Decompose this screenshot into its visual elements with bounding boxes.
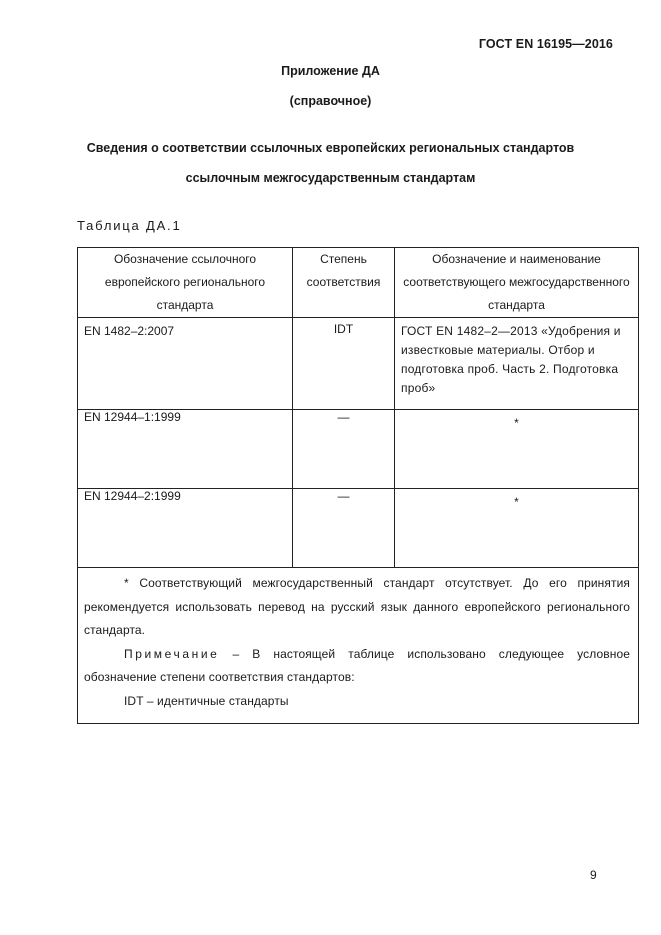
document-code: ГОСТ EN 16195—2016: [478, 37, 613, 51]
table-row: [78, 318, 639, 410]
table-row: [78, 410, 639, 489]
footnote: * Соответствующий межгосударственный стандарт отсутствует. До его принятия рекомендуется использовать перевод на русский язык данного европейского регионального стандарта.: [84, 576, 630, 637]
column-header-interstate-standard: Обозначение и наименование соответствующего межгосударственного стандарта: [395, 248, 639, 318]
cell-interstate-name: *: [395, 489, 639, 568]
correspondence-table: [77, 247, 639, 724]
cell-european-code: EN 12944–1:1999: [78, 410, 293, 489]
table-notes-row: [78, 568, 639, 724]
annex-title: Приложение ДА: [281, 64, 380, 78]
cell-interstate-name: *: [395, 410, 639, 489]
cell-european-code: EN 12944–2:1999: [78, 489, 293, 568]
annex-heading-line-1: Сведения о соответствии ссылочных европейских региональных стандартов: [86, 141, 575, 155]
cell-degree: —: [293, 410, 395, 489]
cell-interstate-name: ГОСТ EN 1482–2—2013 «Удобрения и известковые материалы. Отбор и подготовка проб. Часть 2. Подготовка проб»: [395, 318, 639, 410]
annex-subtitle: (справочное): [289, 94, 372, 108]
annex-heading-line-2: ссылочным межгосударственным стандартам: [185, 171, 476, 185]
note-item: IDT – идентичные стандарты: [124, 693, 289, 708]
cell-degree: —: [293, 489, 395, 568]
table-label: Таблица ДА.1: [77, 218, 182, 233]
cell-european-code: EN 1482–2:2007: [78, 318, 293, 410]
table-header-row: [78, 248, 639, 318]
page-number: 9: [590, 868, 597, 882]
column-header-european-standard: Обозначение ссылочного европейского регионального стандарта: [78, 248, 293, 318]
note: [84, 643, 630, 690]
cell-degree: IDT: [293, 318, 395, 410]
table-row: [78, 489, 639, 568]
table-notes: [78, 568, 639, 724]
note-text: – В настоящей таблице использовано следующее условное обозначение степени соответствия стандартов:: [84, 646, 630, 684]
note-label: Примечание: [124, 646, 220, 661]
column-header-degree: Степень соответствия: [293, 248, 395, 318]
